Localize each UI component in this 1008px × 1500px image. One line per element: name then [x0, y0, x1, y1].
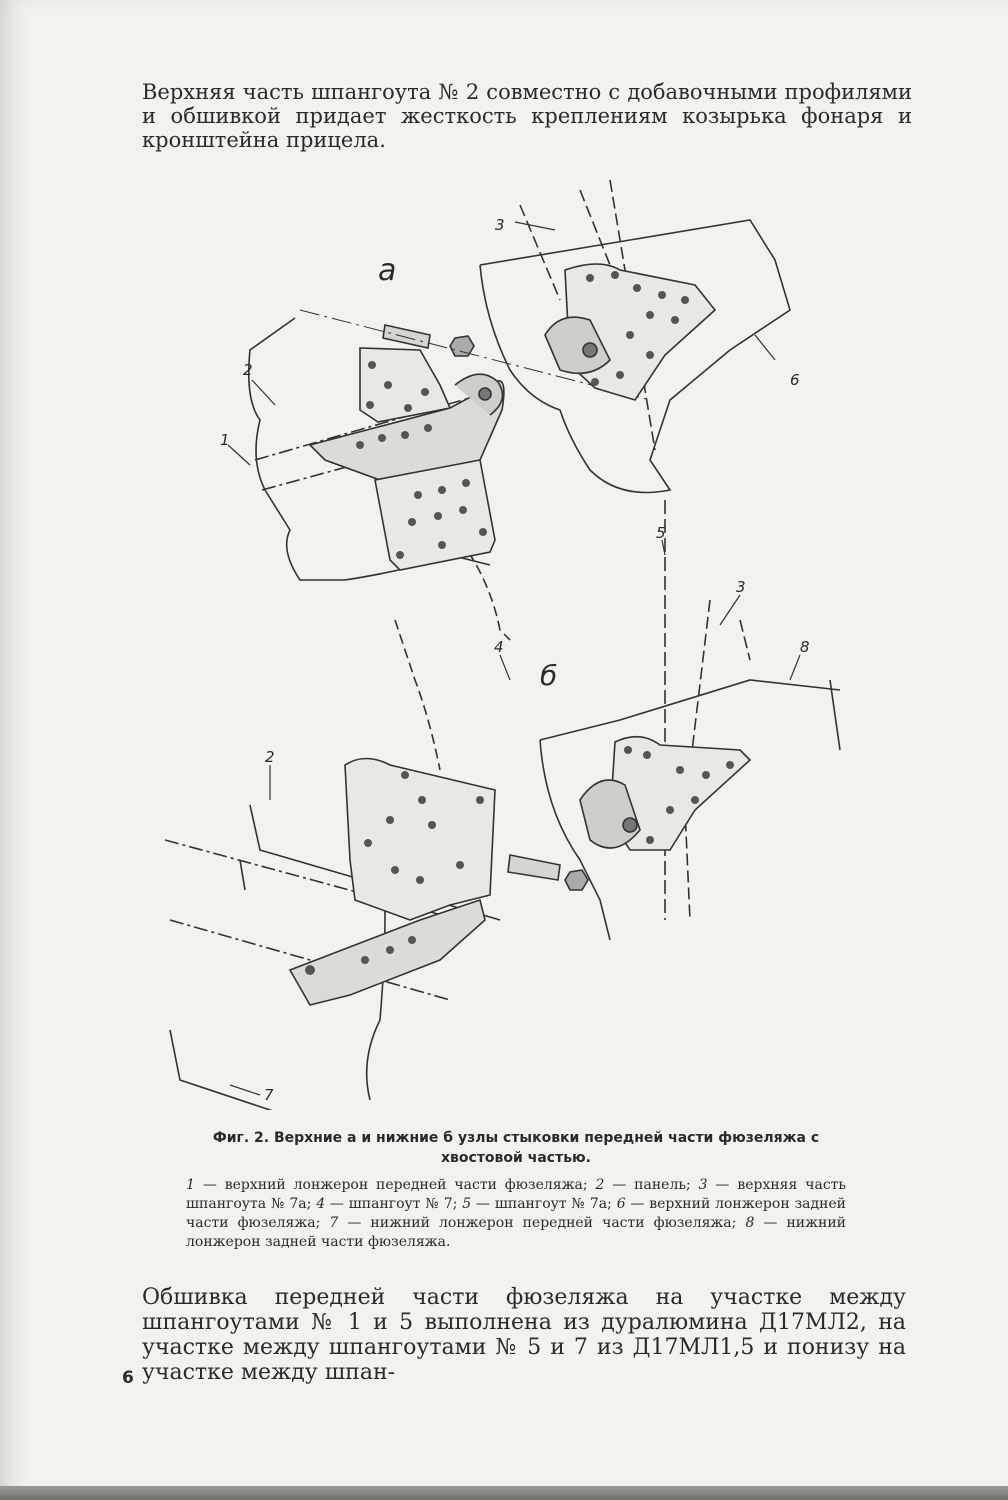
- callout-3-b: 3: [736, 578, 746, 596]
- sublabel-b: б: [540, 659, 558, 692]
- frame-line-4b: [395, 620, 440, 770]
- top-paragraph: Верхняя часть шпангоута № 2 совместно с добавочными профилями и обшивкой придает жесткость креплениям козырька фонаря и кронштейна прицела.: [142, 80, 912, 152]
- callout-3-a: 3: [495, 216, 505, 234]
- sublabel-a: а: [378, 253, 397, 288]
- figure-caption-title: Фиг. 2. Верхние а и нижние б узлы стыковки передней части фюзеляжа с хвостовой частью.: [212, 1130, 820, 1166]
- bolt-a: [383, 325, 430, 348]
- legend-num: 4: [316, 1196, 326, 1212]
- callout-7: 7: [264, 1086, 274, 1104]
- legend-num: 5: [462, 1196, 472, 1212]
- nut-a: [450, 336, 474, 356]
- callout-4: 4: [494, 638, 504, 656]
- callout-8: 8: [800, 638, 810, 656]
- page-number: 6: [122, 1368, 134, 1388]
- bottom-paragraph: Обшивка передней части фюзеляжа на участке между шпангоутами № 1 и 5 выполнена из дуралюмина Д17МЛ2, на участке между шпангоутами № 5 и 7 из Д17МЛ1,5 и понизу на участке между шпан-: [142, 1285, 906, 1385]
- bolt-b: [508, 855, 560, 880]
- callout-5: 5: [656, 524, 666, 542]
- legend-text: нижний лонжерон задней части фюзеляжа.: [186, 1215, 847, 1250]
- legend-text: шпангоут № 7а;: [494, 1196, 612, 1212]
- figure-legend: 1 — верхний лонжерон передней части фюзеляжа; 2 — панель; 3 — верхняя часть шпангоута № 7а; 4 — шпангоут № 7; 5 — шпангоут № 7а; 6 — верхний лонжерон задней части фюзеляжа; 7 — нижний лонжерон передней части фюзеляжа; 8 — нижний лонжерон задней части фюзеляжа.: [186, 1177, 847, 1250]
- legend-text: панель;: [634, 1177, 691, 1193]
- callout-2-a: 2: [243, 361, 253, 379]
- legend-num: 8: [745, 1215, 755, 1231]
- legend-text: верхняя часть шпангоута № 7а;: [186, 1177, 847, 1212]
- callout-6: 6: [790, 371, 800, 389]
- legend-num: 1: [186, 1177, 195, 1193]
- legend-text: шпангоут № 7;: [348, 1196, 458, 1212]
- legend-text: верхний лонжерон передней части фюзеляжа;: [224, 1177, 588, 1193]
- callout-1: 1: [220, 431, 230, 449]
- legend-num: 7: [329, 1215, 339, 1231]
- scan-edge: [0, 1486, 1008, 1500]
- nut-b: [565, 870, 588, 890]
- callout-2-b: 2: [265, 748, 275, 766]
- legend-num: 2: [595, 1177, 605, 1193]
- technical-figure: [150, 160, 910, 1110]
- figure-drawing: [150, 160, 910, 1110]
- legend-num: 3: [698, 1177, 708, 1193]
- legend-text: верхний лонжерон задней части фюзеляжа;: [186, 1196, 847, 1231]
- legend-text: нижний лонжерон передней части фюзеляжа;: [370, 1215, 737, 1231]
- legend-num: 6: [616, 1196, 626, 1212]
